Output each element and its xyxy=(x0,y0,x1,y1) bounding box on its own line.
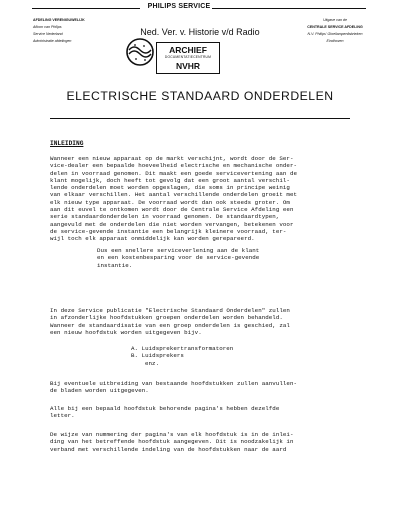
paragraph-supplements xyxy=(50,380,350,395)
text-line: en een kostenbesparing voor de service-gevende xyxy=(97,254,260,262)
stamp-line-documentatie: DOCUMENTATIECENTRUM xyxy=(164,55,212,59)
header-rule-left xyxy=(32,8,140,9)
text-line: delen in voorraad genomen. Dit maakt een goede servicevertening aan de xyxy=(50,169,298,177)
text-line: ding van het betreffende hoofdstuk aangegeven. Dit is noodzakelijk in xyxy=(50,438,294,446)
text-line: aan dit euvel te ontkomen wordt door de Centrale Service Afdeling een xyxy=(50,206,294,214)
header-left-line: Administratie afdelingen xyxy=(33,39,72,43)
header-right-line: Uitgave van de xyxy=(323,18,347,22)
archive-stamp xyxy=(156,42,220,74)
text-line: In deze Service publicatie "Electrische Standaard Onderdelen" zullen xyxy=(50,307,290,314)
chapter-list xyxy=(131,345,311,367)
text-line: elk nieuw type apparaat. De voorraad wordt dan ook steeds groter. Om xyxy=(50,198,290,206)
text-line: letter. xyxy=(50,412,75,420)
page-title: ELECTRISCHE STANDAARD ONDERDELEN xyxy=(66,89,334,103)
text-line: wijl toch elk apparaat onmiddelijk kan worden gerepareerd. xyxy=(50,235,255,243)
text-line: verband met verschillende indeling van de hoofdstukken naar de aard xyxy=(50,445,287,453)
paragraph-letters xyxy=(50,405,350,420)
list-item: B. Luidsprekers xyxy=(131,352,184,360)
text-line: De wijze van nummering der pagina's van elk hoofdstuk is in de inlei- xyxy=(50,431,294,438)
brand-name: PHILIPS SERVICE xyxy=(147,3,211,10)
list-item: A. Luidsprekertransformatoren xyxy=(131,345,234,352)
header-left-line: Service Nederland xyxy=(33,32,63,36)
header-left-line: Afkom van Philips xyxy=(33,25,62,29)
text-line: lende onderdelen moet worden opgeslagen, die soms in principe weinig xyxy=(50,184,290,192)
header-right-line: N.V. Philips' Gloeilampenfabrieken xyxy=(307,32,363,36)
stamp-line-archief: ARCHIEF xyxy=(169,45,207,55)
header-left-block xyxy=(33,17,103,45)
header-left-line: AFDELING VERENIGUWELIJK xyxy=(33,18,85,22)
stamp-line-nvhr: NVHR xyxy=(175,61,201,71)
header-rule-right xyxy=(212,8,366,9)
paragraph-numbering xyxy=(50,431,350,453)
paragraph-introduction xyxy=(50,155,350,243)
archive-society-name: Ned. Ver. v. Historie v/d Radio xyxy=(140,27,260,37)
text-line: de bladen worden uitgegeven. xyxy=(50,387,149,395)
text-line: vice-dealer een bepaalde hoeveelheid electrische en mechanische onder- xyxy=(50,162,298,170)
philips-shield-logo-icon xyxy=(125,37,155,67)
text-line: een nieuw hoofdstuk worden uitgegeven bijv. xyxy=(50,328,202,336)
header-right-line: Eindhoven xyxy=(326,39,344,43)
header-right-block xyxy=(300,17,370,45)
text-line: Wanneer een nieuw apparaat op de markt verschijnt, wordt door de Ser- xyxy=(50,155,294,162)
text-line: Alle bij een bepaald hoofdstuk behorende pagina's hebben dezelfde xyxy=(50,405,280,412)
list-item: enz. xyxy=(145,359,160,367)
paragraph-benefit xyxy=(97,247,317,269)
text-line: klant mogelijk, doch heeft tot gevolg dat een groot aantal verschil- xyxy=(50,176,290,184)
text-line: instantie. xyxy=(97,261,133,269)
text-line: van elkaar verschillen. Het aantal verschillende onderdelen groeit met xyxy=(50,191,298,199)
paragraph-publication xyxy=(50,307,350,336)
header-right-line: CENTRALE SERVICE AFDELING xyxy=(307,25,363,29)
text-line: aangevuld met de onderdelen die niet worden vervangen, betekenen voor xyxy=(50,220,294,228)
text-line: in afzonderlijke hoofdstukken groepen onderdelen worden behandeld. xyxy=(50,314,283,322)
text-line: serie standaardonderdelen in voorraad genomen. De standaardtypen, xyxy=(50,213,280,221)
title-divider xyxy=(50,118,350,119)
section-heading: INLEIDING xyxy=(50,140,84,147)
text-line: Bij eventuele uitbreiding van bestaande hoofdstukken zullen aanvullen- xyxy=(50,380,298,387)
text-line: Wanneer de standaardisatie van een groep onderdelen is geschied, zal xyxy=(50,321,290,329)
text-line: Dus een snellere serviceverlening aan de klant xyxy=(97,247,260,254)
text-line: de service-gevende instantie een belangrijk kleinere voorraad, ter- xyxy=(50,227,287,235)
